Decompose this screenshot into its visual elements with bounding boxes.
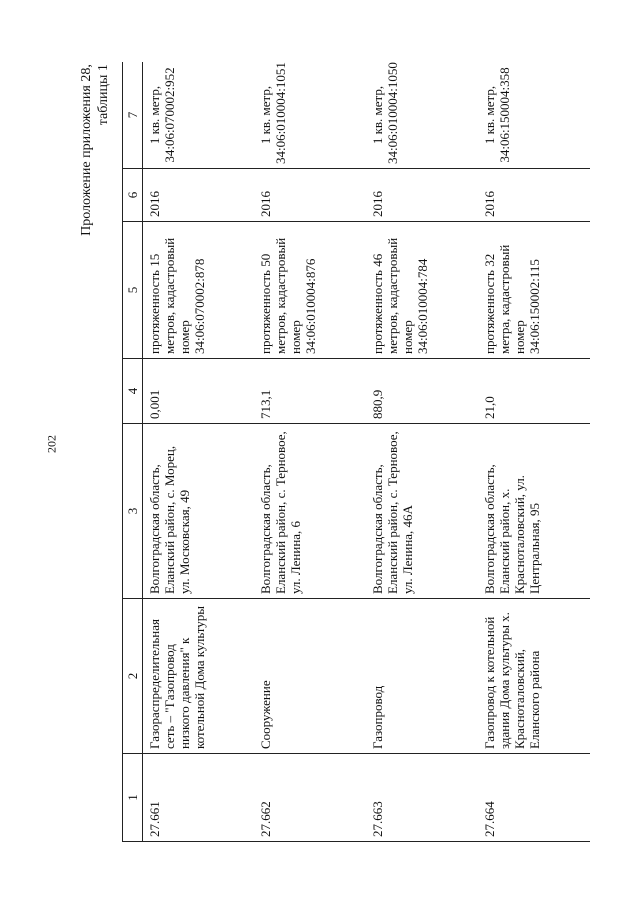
page-number: 202 (44, 435, 59, 453)
land-unit-cell: 1 кв. метр, 34:06:010004:1050 (366, 62, 478, 169)
column-header-6: 6 (123, 169, 143, 222)
row-number-cell: 27.662 (254, 754, 366, 842)
object-name-cell: Газопровод к котельной здания Дома культуры х. Красноталовский, Еланского района (478, 599, 590, 754)
description-cell: протяженность 15 метров, кадастровый номер 34:06:070002:878 (142, 222, 254, 359)
table-row (478, 62, 590, 842)
value-cell: 0,001 (142, 359, 254, 424)
value-cell: 880,9 (366, 359, 478, 424)
table-header-row (123, 62, 143, 842)
description-cell: протяженность 50 метров, кадастровый номер 34:06:010004:876 (254, 222, 366, 359)
year-cell: 2016 (366, 169, 478, 222)
property-table (122, 62, 590, 842)
address-cell: Волгоградская область, Еланский район, с. Терновое, ул. Ленина, 46А (366, 424, 478, 599)
year-cell: 2016 (142, 169, 254, 222)
object-name-cell: Газопровод (366, 599, 478, 754)
column-header-7: 7 (123, 62, 143, 169)
object-name-cell: Газораспределительная сеть – "Газопровод низкого давления" к котельной Дома культуры (142, 599, 254, 754)
appendix-note-line-2: таблицы 1 (96, 64, 111, 126)
value-cell: 21,0 (478, 359, 590, 424)
column-header-4: 4 (123, 359, 143, 424)
year-cell: 2016 (254, 169, 366, 222)
column-header-3: 3 (123, 424, 143, 599)
address-cell: Волгоградская область, Еланский район, с. Морец, ул. Московская, 49 (142, 424, 254, 599)
row-number-cell: 27.663 (366, 754, 478, 842)
description-cell: протяженность 32 метра, кадастровый номер 34:06:150002:115 (478, 222, 590, 359)
address-cell: Волгоградская область, Еланский район, х. Красноталовский, ул. Центральная, 95 (478, 424, 590, 599)
column-header-2: 2 (123, 599, 143, 754)
row-number-cell: 27.661 (142, 754, 254, 842)
table-row (366, 62, 478, 842)
land-unit-cell: 1 кв. метр, 34:06:150004:358 (478, 62, 590, 169)
land-unit-cell: 1 кв. метр, 34:06:010004:1051 (254, 62, 366, 169)
value-cell: 713,1 (254, 359, 366, 424)
row-number-cell: 27.664 (478, 754, 590, 842)
year-cell: 2016 (478, 169, 590, 222)
address-cell: Волгоградская область, Еланский район, с. Терновое, ул. Ленина, 6 (254, 424, 366, 599)
appendix-note-line-1: Проложение приложения 28, (79, 64, 94, 236)
description-cell: протяженность 46 метров, кадастровый номер 34:06:010004:784 (366, 222, 478, 359)
object-name-cell: Сооружение (254, 599, 366, 754)
column-header-5: 5 (123, 222, 143, 359)
column-header-1: 1 (123, 754, 143, 842)
table-row (254, 62, 366, 842)
table-row (142, 62, 254, 842)
table-frame (122, 62, 590, 842)
appendix-note (78, 64, 112, 236)
land-unit-cell: 1 кв. метр, 34:06:070002:952 (142, 62, 254, 169)
